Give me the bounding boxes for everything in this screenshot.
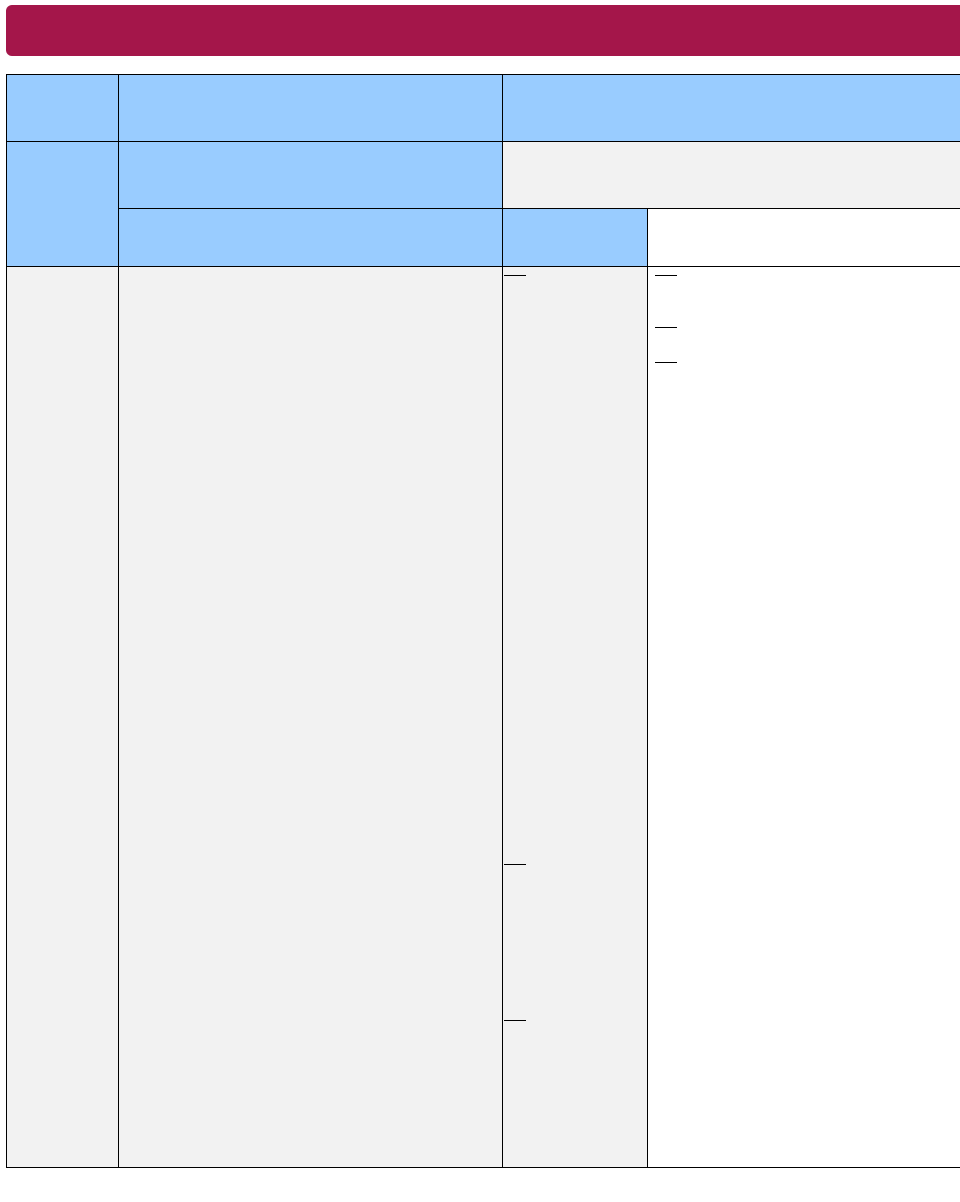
dash-marker bbox=[504, 275, 526, 276]
header-dzial-cell bbox=[6, 75, 119, 142]
table-rule bbox=[6, 266, 960, 267]
podstawowy-content-cell bbox=[502, 267, 647, 1167]
header-material-cell bbox=[502, 75, 960, 142]
dash-marker bbox=[504, 864, 526, 865]
table-rule bbox=[647, 208, 648, 1168]
table-border-left bbox=[6, 74, 7, 1168]
table-rule bbox=[6, 141, 960, 142]
table-rule bbox=[119, 208, 960, 209]
table-rule bbox=[502, 74, 503, 1168]
dzial-blank-cell bbox=[6, 142, 119, 267]
dash-marker bbox=[655, 362, 677, 363]
table-border-bottom bbox=[6, 1167, 960, 1168]
dash-marker bbox=[504, 1020, 526, 1021]
dzial-content-cell bbox=[6, 267, 119, 1167]
table-rule bbox=[118, 74, 119, 1168]
pearson-header-bar bbox=[6, 5, 960, 56]
material-blank-cell bbox=[502, 142, 960, 209]
table-border-top bbox=[6, 74, 960, 75]
dash-marker bbox=[655, 275, 677, 276]
header-cele-cell bbox=[119, 75, 502, 142]
dash-marker bbox=[655, 327, 677, 328]
podstawowy-header-cell bbox=[502, 209, 647, 267]
uczen-cell bbox=[119, 142, 502, 209]
zakres-content-cell bbox=[119, 267, 502, 1167]
w-zakresie-cell bbox=[119, 209, 502, 267]
